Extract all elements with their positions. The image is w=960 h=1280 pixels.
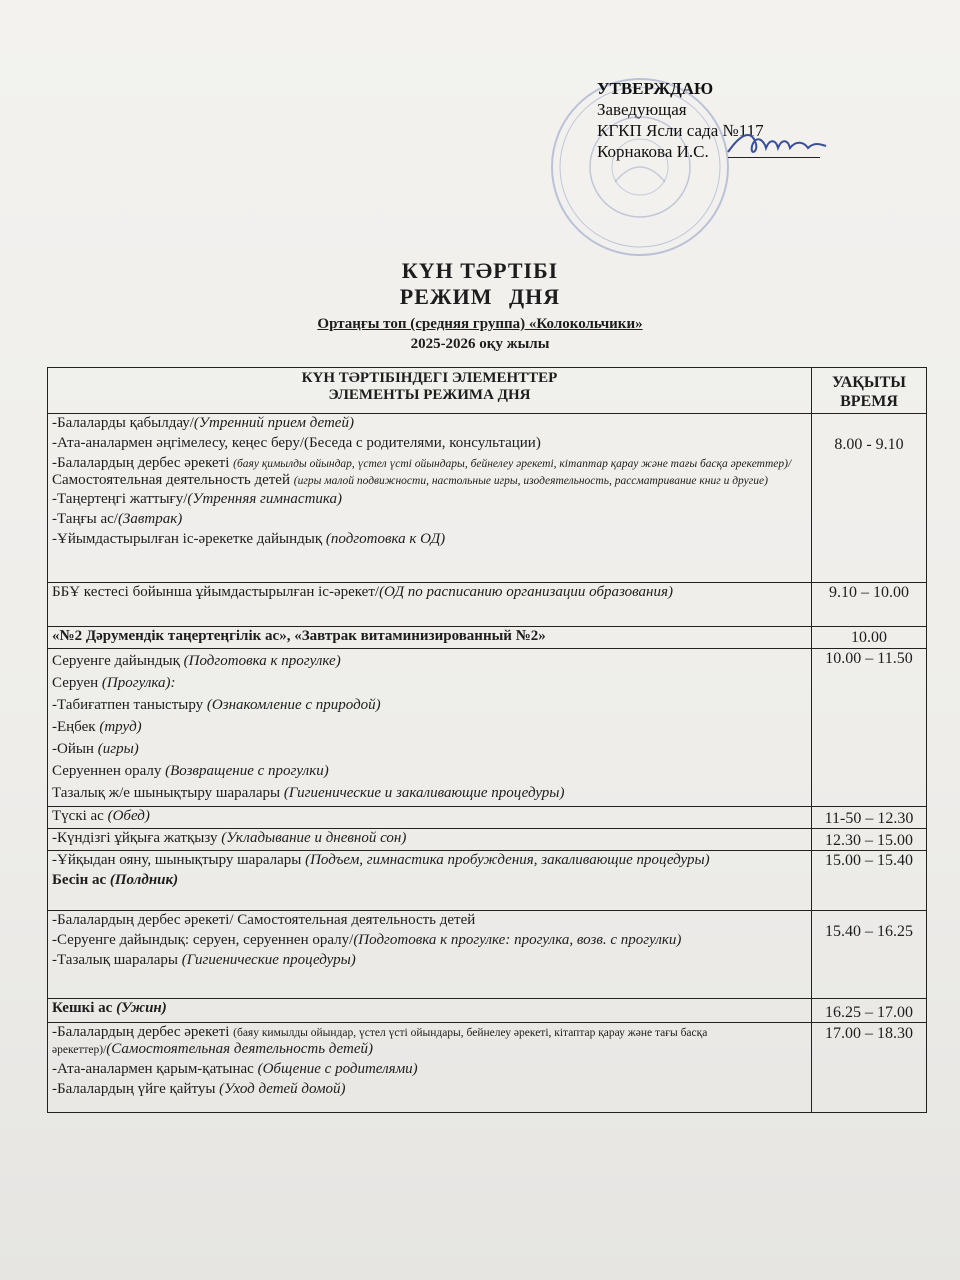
activity-text-ru: (Уход детей домой) bbox=[219, 1081, 346, 1097]
activity-note: (баяу кимылды ойындар, үстел үсті ойындары, бейнелеу әрекеті, кітаптар қарау және тағы басқа әрекеттер)/ bbox=[52, 1027, 708, 1056]
activity-cell bbox=[48, 911, 812, 999]
header-elements-ru: ЭЛЕМЕНТЫ РЕЖИМА ДНЯ bbox=[328, 387, 531, 403]
activity-text-ru: (подготовка к ОД) bbox=[325, 531, 446, 547]
activity-cell bbox=[48, 829, 812, 851]
time-cell: 8.00 - 9.10 bbox=[812, 414, 927, 583]
activity-text-ru: (Прогулка): bbox=[101, 675, 176, 691]
activity-cell bbox=[48, 1023, 812, 1113]
activity-cell bbox=[48, 649, 812, 807]
activity-text-ru: (Ужин) bbox=[116, 1000, 167, 1016]
approval-organization: КГКП Ясли сада №117 bbox=[597, 121, 764, 140]
activity-note: (баяу қимылды ойындар, үстел үсті ойындары, бейнелеу әрекеті, кітаптар қарау және тағы басқа әрекеттер)/ bbox=[233, 458, 792, 470]
time-cell: 16.25 – 17.00 bbox=[812, 999, 927, 1023]
activity-text-ru: (труд) bbox=[99, 719, 142, 735]
time-cell: 11-50 – 12.30 bbox=[812, 807, 927, 829]
table-header-row bbox=[48, 368, 927, 414]
activity-text: -Балалардың дербес әрекеті/ Самостоятельная деятельность детей bbox=[52, 912, 476, 928]
activity-text: Серуеннен оралу bbox=[52, 763, 166, 779]
time-cell: 9.10 – 10.00 bbox=[812, 583, 927, 627]
group-name-text: Ортаңғы топ (средняя группа) «Колокольчики» bbox=[317, 316, 643, 332]
table-row bbox=[48, 999, 927, 1023]
activity-text-ru: (Гигиенические и закаливающие процедуры) bbox=[283, 785, 565, 801]
activity-text: -Балалардың үйге қайтуы bbox=[52, 1081, 220, 1097]
time-cell: 15.40 – 16.25 bbox=[812, 911, 927, 999]
activity-cell bbox=[48, 414, 812, 583]
activity-text: Серуенге дайындық bbox=[52, 653, 184, 669]
handwritten-signature bbox=[722, 122, 832, 166]
activity-text: -Балалардың дербес әрекеті bbox=[52, 455, 234, 471]
activity-text-ru: (Подготовка к прогулке) bbox=[183, 653, 341, 669]
table-row bbox=[48, 649, 927, 807]
activity-cell bbox=[48, 583, 812, 627]
header-elements-kz: КҮН ТӘРТІБІНДЕГІ ЭЛЕМЕНТТЕР bbox=[301, 370, 558, 386]
activity-text-ru: (Самостоятельная деятельность детей) bbox=[106, 1041, 373, 1057]
activity-text: Кешкі ас bbox=[52, 1000, 117, 1016]
table-row bbox=[48, 829, 927, 851]
approval-position: Заведующая bbox=[597, 100, 687, 119]
table-row bbox=[48, 414, 927, 583]
time-cell: 10.00 – 11.50 bbox=[812, 649, 927, 807]
approval-name: Корнакова И.С. bbox=[597, 142, 709, 161]
activity-cell: «№2 Дәрумендік таңертеңгілік ас», «Завтрак витаминизированный №2» bbox=[48, 627, 812, 649]
activity-text-ru: Самостоятельная деятельность детей bbox=[52, 472, 294, 488]
time-cell: 15.00 – 15.40 bbox=[812, 851, 927, 911]
group-name bbox=[0, 316, 960, 333]
table-row bbox=[48, 851, 927, 911]
activity-text: Бесін ас bbox=[52, 872, 110, 888]
activity-text-ru: (Завтрак) bbox=[117, 511, 183, 527]
activity-cell bbox=[48, 999, 812, 1023]
activity-text-ru: (Обед) bbox=[107, 808, 150, 824]
table-row bbox=[48, 911, 927, 999]
table-row bbox=[48, 1023, 927, 1113]
activity-text-ru: (Подъем, гимнастика пробуждения, закаливающие процедуры) bbox=[305, 852, 710, 868]
activity-text: -Серуенге дайындық: серуен, серуеннен оралу/ bbox=[52, 932, 354, 948]
activity-text: -Ойын bbox=[52, 741, 98, 757]
activity-text: Серуен bbox=[52, 675, 102, 691]
activity-text-ru: (Укладывание и дневной сон) bbox=[221, 830, 407, 846]
header-time-ru: ВРЕМЯ bbox=[840, 393, 898, 410]
activity-text-ru: (Подготовка к прогулке: прогулка, возв. с прогулки) bbox=[353, 932, 682, 948]
header-time bbox=[812, 368, 927, 414]
activity-text-ru: (Общение с родителями) bbox=[257, 1061, 418, 1077]
time-cell: 10.00 bbox=[812, 627, 927, 649]
activity-text: ББҰ кестесі бойынша ұйымдастырылған іс-әрекет/ bbox=[52, 584, 380, 600]
activity-text-ru: (Утренний прием детей) bbox=[193, 415, 354, 431]
table-row bbox=[48, 583, 927, 627]
activity-cell bbox=[48, 851, 812, 911]
table-row bbox=[48, 627, 927, 649]
time-cell: 17.00 – 18.30 bbox=[812, 1023, 927, 1113]
activity-text-ru: (игры) bbox=[97, 741, 139, 757]
activity-text: Тазалық ж/е шынықтыру шаралары bbox=[52, 785, 284, 801]
title-kz: КҮН ТӘРТІБІ bbox=[401, 258, 559, 283]
approval-heading: УТВЕРЖДАЮ bbox=[597, 79, 714, 98]
activity-text: -Тазалық шаралары bbox=[52, 952, 182, 968]
header-elements bbox=[48, 368, 812, 414]
academic-year: 2025-2026 оқу жылы bbox=[410, 336, 550, 352]
activity-text: -Табиғатпен таныстыру bbox=[52, 697, 207, 713]
activity-text: -Ата-аналармен әңгімелесу, кеңес беру/(Беседа с родителями, консультации) bbox=[52, 435, 541, 451]
time-cell: 12.30 – 15.00 bbox=[812, 829, 927, 851]
activity-text: -Балалардың дербес әрекеті bbox=[52, 1024, 234, 1040]
activity-text-ru: (Гигиенические процедуры) bbox=[181, 952, 356, 968]
activity-text: -Ата-аналармен қарым-қатынас bbox=[52, 1061, 258, 1077]
activity-text: -Ұйқыдан ояну, шынықтыру шаралары bbox=[52, 852, 306, 868]
header-time-kz: УАҚЫТЫ bbox=[832, 374, 906, 391]
activity-note-ru: (игры малой подвижности, настольные игры, изодеятельность, рассматривание книг и другие) bbox=[293, 475, 768, 487]
table-row bbox=[48, 807, 927, 829]
activity-text: -Еңбек bbox=[52, 719, 100, 735]
activity-text-ru: (ОД по расписанию организации образования) bbox=[379, 584, 673, 600]
daily-schedule-table bbox=[47, 367, 927, 1113]
activity-text: -Балаларды қабылдау/ bbox=[52, 415, 194, 431]
activity-text: -Таңертеңгі жаттығу/ bbox=[52, 491, 188, 507]
activity-text-ru: (Утренняя гимнастика) bbox=[187, 491, 343, 507]
activity-text: Түскі ас bbox=[52, 808, 108, 824]
activity-text: -Таңғы ас/ bbox=[52, 511, 118, 527]
activity-text-ru: (Возвращение с прогулки) bbox=[165, 763, 329, 779]
activity-text-ru: (Ознакомление с природой) bbox=[206, 697, 381, 713]
activity-text-ru: (Полдник) bbox=[109, 872, 179, 888]
activity-text: -Ұйымдастырылған іс-әрекетке дайындық bbox=[52, 531, 326, 547]
activity-cell bbox=[48, 807, 812, 829]
activity-text: -Күндізгі ұйқыға жатқызу bbox=[52, 830, 222, 846]
title-ru: РЕЖИМ ДНЯ bbox=[399, 284, 561, 309]
